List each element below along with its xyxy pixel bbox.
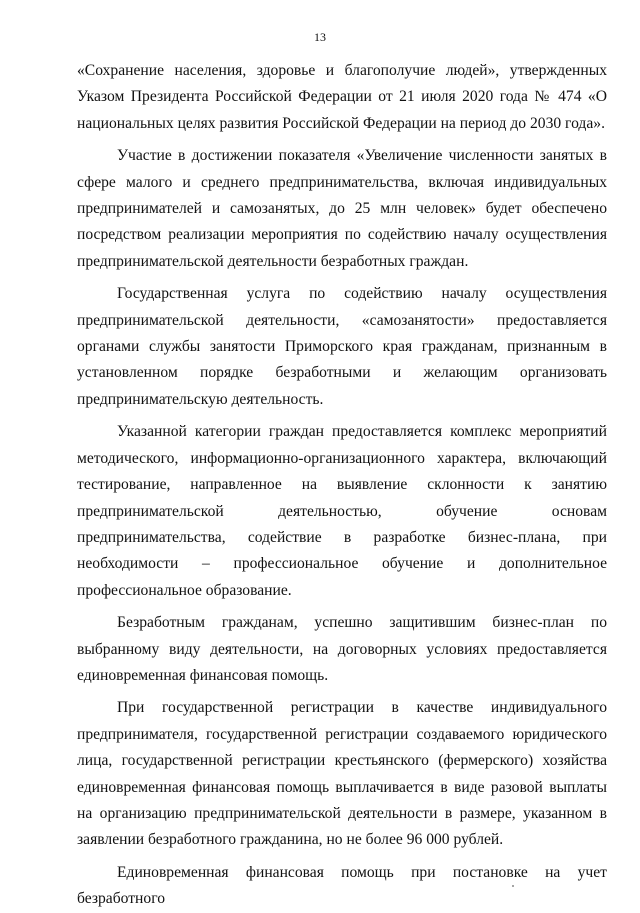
document-body [77,58,607,913]
paragraph: «Сохранение населения, здоровье и благополучие людей», утвержденных Указом Президента Российской Федерации от 21 июля 2020 года № 474 «О национальных целях развития Российской Федерации на период до 2030 года». [77,62,607,132]
paragraph: Единовременная финансовая помощь при постановке на учет безработного [77,863,607,908]
paragraph: Безработным гражданам, успешно защитившим бизнес-план по выбранному виду деятельности, на договорных условиях предоставляется единовременная финансовая помощь. [77,614,607,684]
paragraph: При государственной регистрации в качестве индивидуального предпринимателя, государственной регистрации создаваемого юридического лица, государственной регистрации крестьянского (фермерского) хозяйства единовременная финансовая помощь выплачивается в виде разовой выплаты на организацию предпринимательской деятельности в размере, указанном в заявлении безработного гражданина, но не более 96 000 рублей. [77,699,607,849]
paragraph: Указанной категории граждан предоставляется комплекс мероприятий методического, информационно-организационного характера, включающий тестирование, направленное на выявление склонности к занятию предпринимательской деятельностью, обучение основам предпринимательства, содействие в разработке бизнес-плана, при необходимости – профессиональное обучение и дополнительное профессиональное образование. [77,423,607,599]
page-number: 13 [314,30,326,44]
paragraph: Государственная услуга по содействию началу осуществления предпринимательской деятельности, «самозанятости» предоставляется органами службы занятости Приморского края гражданам, признанным в установленном порядке безработными и желающим организовать предпринимательскую деятельность. [77,285,607,408]
scan-speck [512,885,514,887]
paragraph: Участие в достижении показателя «Увеличение численности занятых в сфере малого и среднего предпринимательства, включая индивидуальных предпринимателей и самозанятых, до 25 млн человек» будет обеспечено посредством реализации мероприятия по содействию началу осуществления предпринимательской деятельности безработных граждан. [77,147,607,270]
